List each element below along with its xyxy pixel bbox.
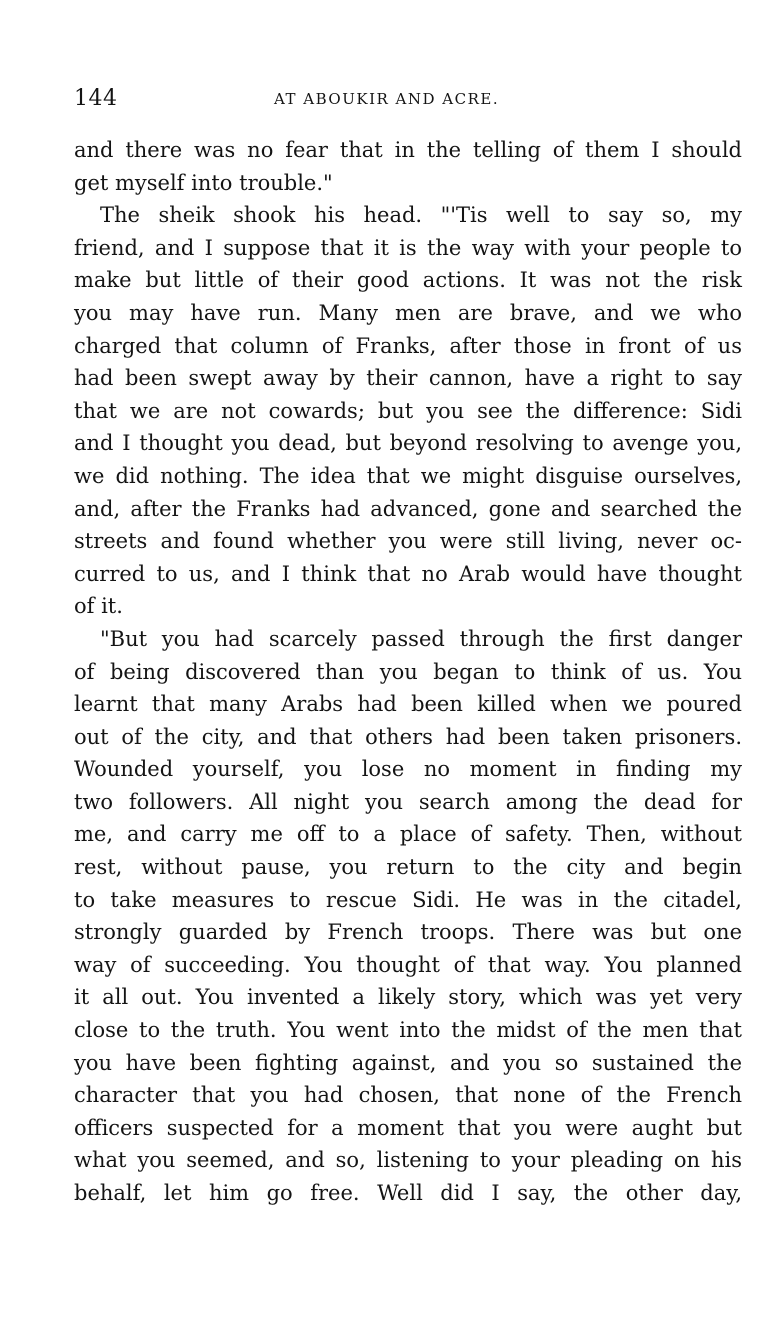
text-line: rest, without pause, you return to the city and begin bbox=[74, 855, 742, 880]
text-line: close to the truth. You went into the midst of the men that bbox=[74, 1018, 742, 1043]
text-line: way of succeeding. You thought of that way. You planned bbox=[74, 952, 742, 977]
text-line: of being discovered than you began to think of us. You bbox=[74, 659, 742, 684]
body-text bbox=[74, 134, 742, 1210]
text-line: get myself into trouble." bbox=[74, 170, 333, 195]
text-line: streets and found whether you were still living, never oc- bbox=[74, 529, 742, 554]
text-line: learnt that many Arabs had been killed when we poured bbox=[74, 692, 742, 717]
text-line: "But you had scarcely passed through the first danger bbox=[100, 626, 742, 651]
text-line: of it. bbox=[74, 594, 123, 619]
text-line: character that you had chosen, that none of the French bbox=[74, 1083, 742, 1108]
text-line: behalf, let him go free. Well did I say, the other day, bbox=[74, 1181, 742, 1205]
text-line: you have been fighting against, and you so sustained the bbox=[74, 1050, 742, 1075]
text-line: that we are not cowards; but you see the difference: Sidi bbox=[74, 398, 742, 423]
text-line: and, after the Franks had advanced, gone and searched the bbox=[74, 496, 742, 521]
page-number: 144 bbox=[74, 86, 118, 111]
text-line: had been swept away by their cannon, have a right to say bbox=[74, 366, 742, 391]
text-line: it all out. You invented a likely story, which was yet very bbox=[74, 985, 742, 1010]
text-line: charged that column of Franks, after those in front of us bbox=[74, 333, 742, 358]
text-line: strongly guarded by French troops. There was but one bbox=[74, 920, 742, 945]
text-line: you may have run. Many men are brave, and we who bbox=[74, 300, 742, 325]
text-line: out of the city, and that others had been taken prisoners. bbox=[74, 724, 742, 749]
text-line: Wounded yourself, you lose no moment in finding my bbox=[74, 757, 742, 782]
text-line: to take measures to rescue Sidi. He was in the citadel, bbox=[74, 887, 742, 912]
text-line: officers suspected for a moment that you were aught but bbox=[74, 1115, 742, 1140]
text-line: make but little of their good actions. It was not the risk bbox=[74, 268, 742, 293]
running-title: AT ABOUKIR AND ACRE. bbox=[274, 90, 500, 108]
text-line: curred to us, and I think that no Arab would have thought bbox=[74, 561, 742, 586]
text-line: what you seemed, and so, listening to your pleading on his bbox=[74, 1148, 742, 1173]
text-line: friend, and I suppose that it is the way with your people to bbox=[74, 235, 742, 260]
text-line: me, and carry me off to a place of safety. Then, without bbox=[74, 822, 742, 847]
text-line: and I thought you dead, but beyond resolving to avenge you, bbox=[74, 431, 742, 456]
text-line: and there was no fear that in the telling of them I should bbox=[74, 138, 742, 162]
text-line: The sheik shook his head. "'Tis well to say so, my bbox=[100, 203, 742, 228]
text-line: two followers. All night you search among the dead for bbox=[74, 789, 742, 814]
text-line: we did nothing. The idea that we might disguise ourselves, bbox=[74, 463, 742, 488]
running-head bbox=[74, 86, 742, 114]
